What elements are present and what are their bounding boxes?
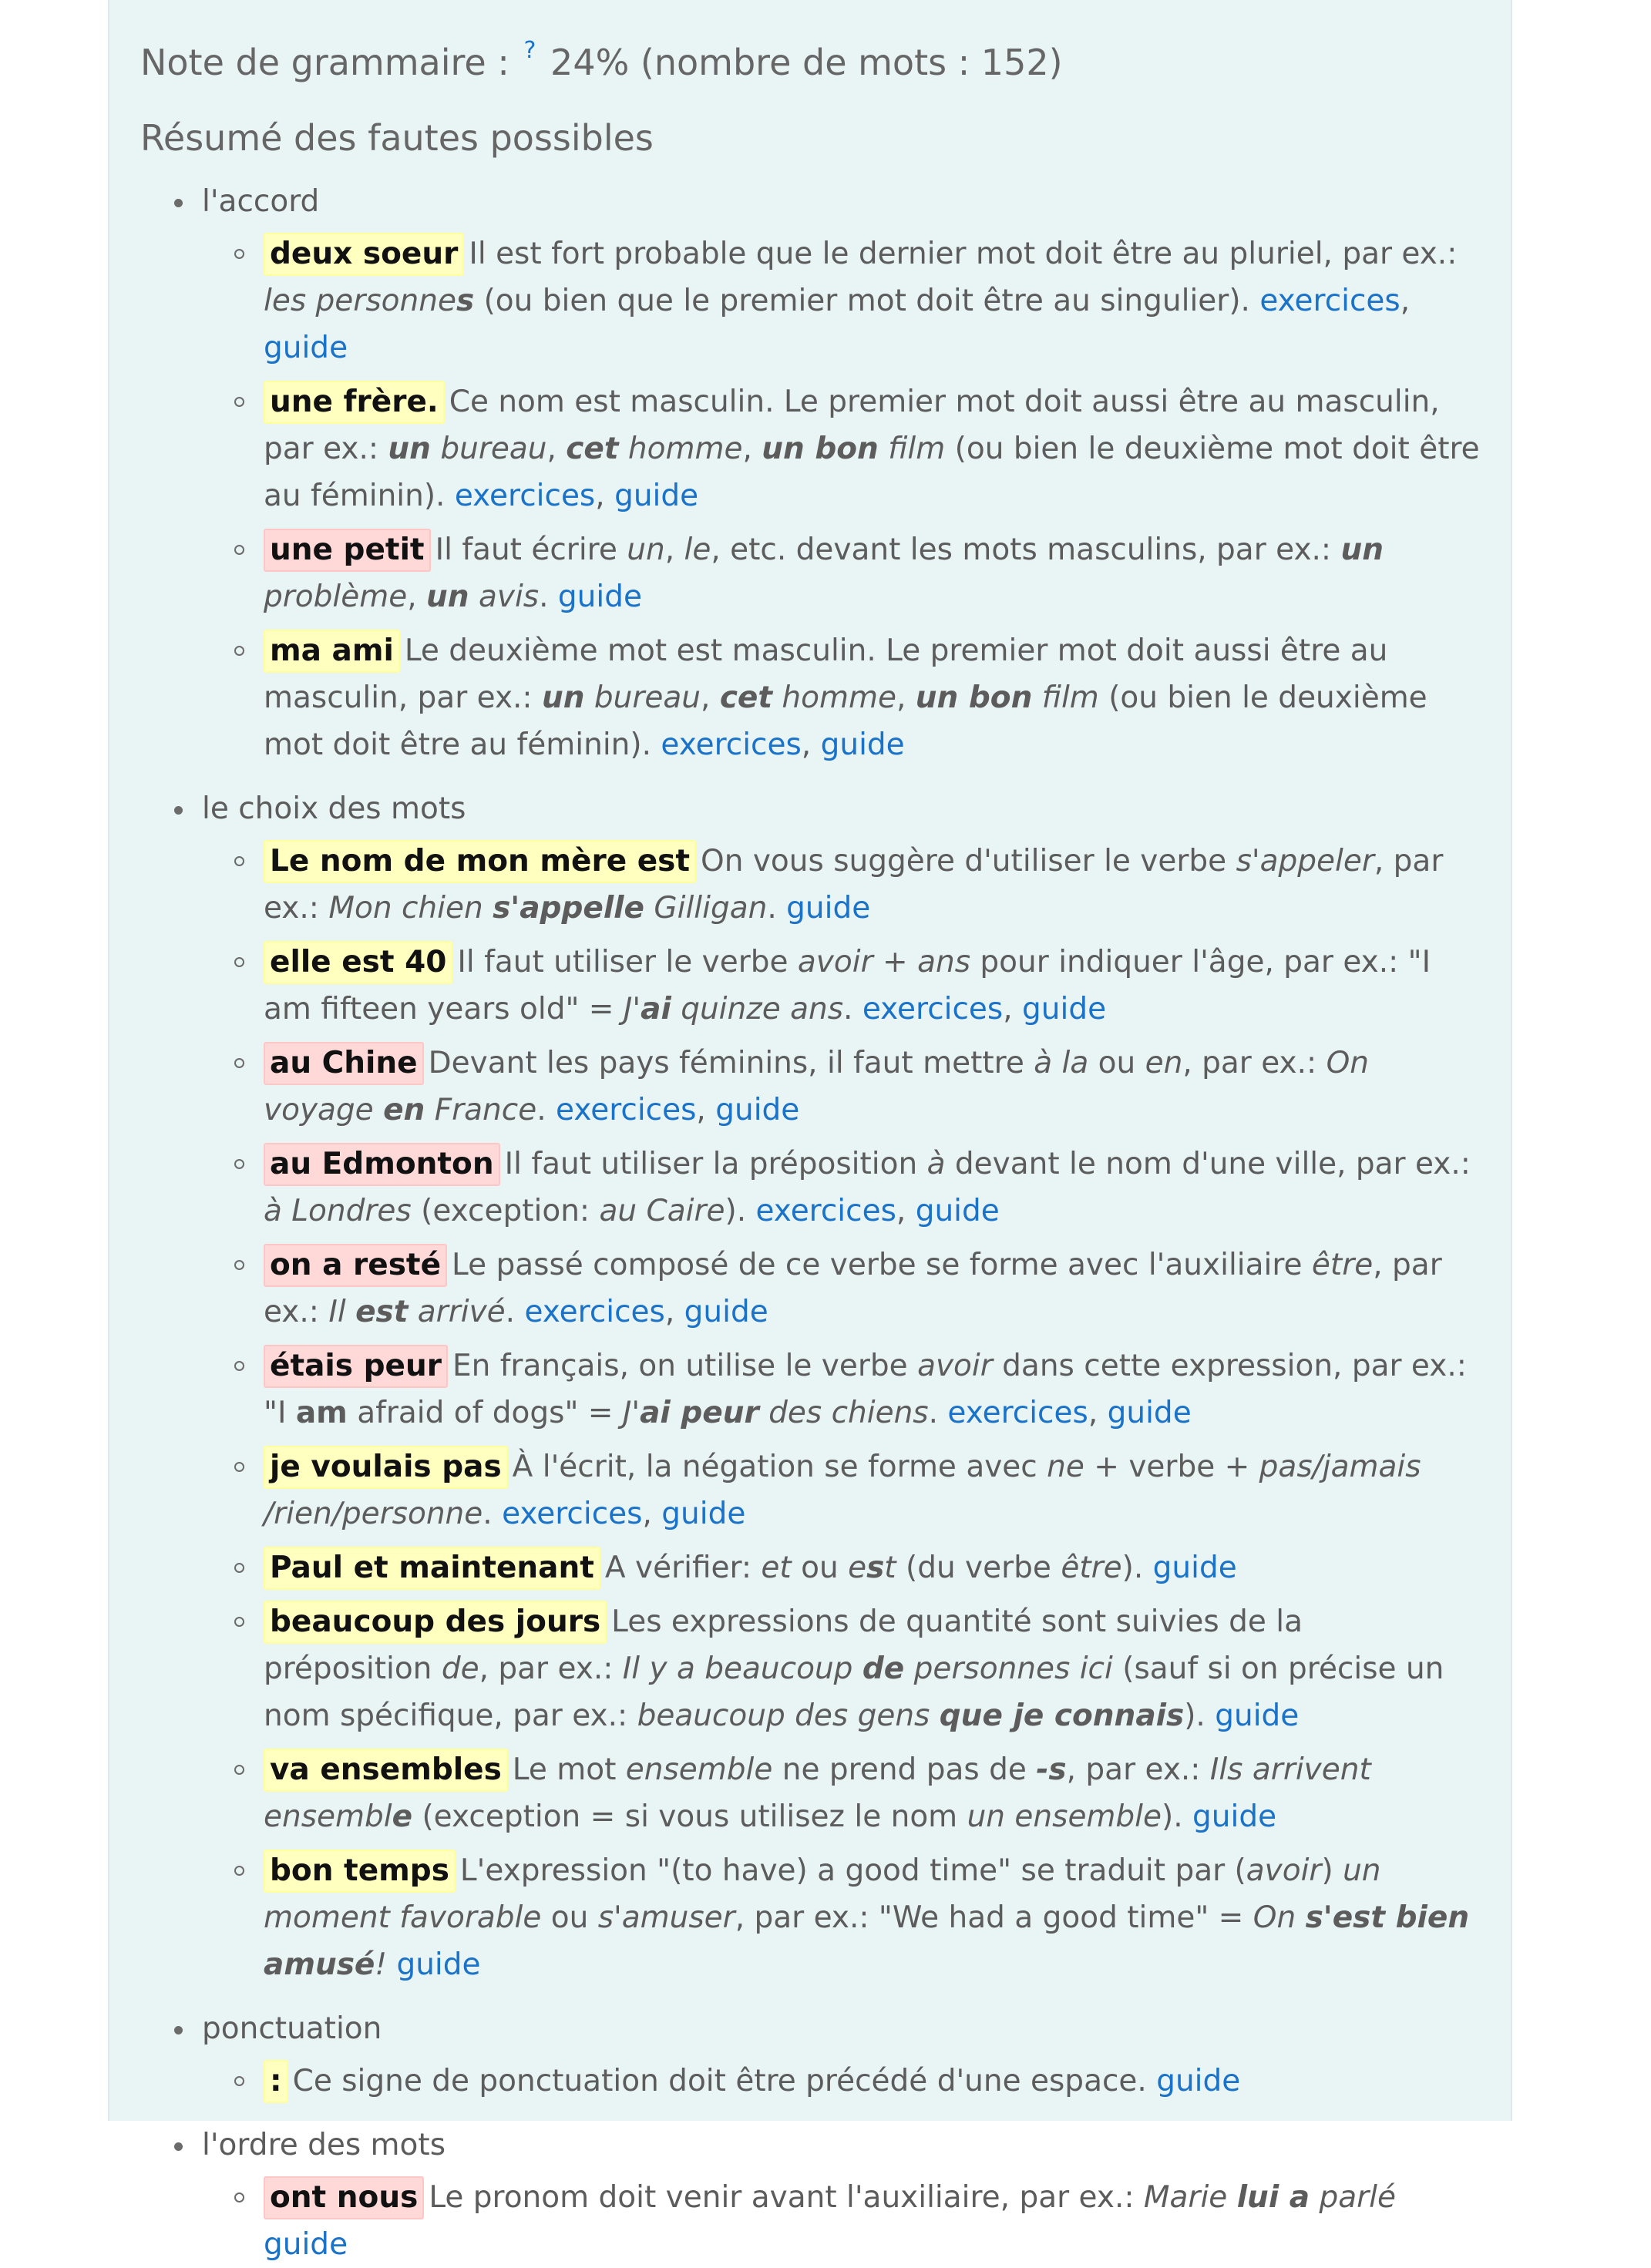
link-separator: , <box>1400 284 1411 318</box>
error-phrase[interactable]: au Chine <box>264 1042 424 1085</box>
link-separator: , <box>1003 992 1023 1026</box>
link-separator: , <box>642 1497 662 1531</box>
error-explanation: Ce nom est masculin. Le premier mot doit aussi être au masculin, par ex.: un bureau, cet homme, un bon film (ou bien le deuxième mot doit être au féminin). <box>264 385 1480 513</box>
error-explanation: Ce signe de ponctuation doit être précédé d'une espace. <box>292 2064 1157 2098</box>
score-value: 24% (nombre de mots : 152) <box>550 42 1063 83</box>
guide-link[interactable]: guide <box>1107 1396 1192 1430</box>
error-phrase[interactable]: beaucoup des jours <box>264 1601 607 1644</box>
error-category <box>140 785 1480 1988</box>
error-phrase[interactable]: ma ami <box>264 630 400 673</box>
guide-link[interactable]: guide <box>684 1295 768 1329</box>
exercises-link[interactable]: exercices <box>454 479 596 513</box>
error-item <box>202 838 1480 932</box>
exercises-link[interactable]: exercices <box>1259 284 1400 318</box>
error-list <box>202 2058 1480 2105</box>
error-phrase[interactable]: elle est 40 <box>264 941 452 984</box>
error-item <box>202 1342 1480 1436</box>
guide-link[interactable]: guide <box>614 479 699 513</box>
category-label: l'ordre des mots <box>202 2128 446 2162</box>
error-phrase[interactable]: bon temps <box>264 1850 456 1893</box>
error-item <box>202 378 1480 519</box>
error-phrase[interactable]: une petit <box>264 529 431 572</box>
help-link[interactable]: ? <box>523 37 536 64</box>
link-separator: , <box>696 1093 716 1127</box>
exercises-link[interactable]: exercices <box>755 1194 896 1228</box>
guide-link[interactable]: guide <box>715 1093 800 1127</box>
exercises-link[interactable]: exercices <box>947 1396 1088 1430</box>
error-explanation: Le mot ensemble ne prend pas de -s, par ex.: Ils arrivent ensemble (exception = si vous utilisez le nom un ensemble). <box>264 1752 1371 1834</box>
summary-title: Résumé des fautes possibles <box>140 117 654 159</box>
error-phrase[interactable]: : <box>264 2060 288 2103</box>
grammar-report-panel <box>108 0 1512 2262</box>
error-phrase[interactable]: va ensembles <box>264 1749 508 1792</box>
error-phrase[interactable]: Paul et maintenant <box>264 1547 600 1590</box>
error-explanation: Il faut écrire un, le, etc. devant les mots masculins, par ex.: un problème, un avis. <box>264 533 1384 614</box>
error-item <box>202 939 1480 1033</box>
error-explanation: Devant les pays féminins, il faut mettre à la ou en, par ex.: On voyage en France. <box>264 1046 1369 1127</box>
link-separator: , <box>595 479 615 513</box>
error-list <box>202 838 1480 1988</box>
error-list <box>202 2174 1480 2268</box>
error-item <box>202 526 1480 620</box>
error-item <box>202 230 1480 371</box>
guide-link[interactable]: guide <box>915 1194 1000 1228</box>
error-category-list <box>140 178 1480 2268</box>
error-item <box>202 1847 1480 1988</box>
error-item <box>202 1443 1480 1537</box>
error-phrase[interactable]: étais peur <box>264 1345 448 1388</box>
error-explanation: Les expressions de quantité sont suivies de la préposition de, par ex.: Il y a beaucoup de personnes ici (sauf si on précise un nom spécifique, par ex.: beaucoup des gens que je connais). <box>264 1604 1444 1733</box>
error-item <box>202 1242 1480 1336</box>
error-item <box>202 1746 1480 1840</box>
error-explanation: Il faut utiliser le verbe avoir + ans pour indiquer l'âge, par ex.: "I am fifteen years old" = J'ai quinze ans. <box>264 945 1431 1026</box>
guide-link[interactable]: guide <box>396 1947 481 1982</box>
error-explanation: Le passé composé de ce verbe se forme avec l'auxiliaire être, par ex.: Il est arrivé. <box>264 1248 1442 1329</box>
category-label: le choix des mots <box>202 791 466 826</box>
guide-link[interactable]: guide <box>661 1497 746 1531</box>
error-item <box>202 2058 1480 2105</box>
error-item <box>202 1598 1480 1739</box>
error-explanation: En français, on utilise le verbe avoir dans cette expression, par ex.: "I am afraid of dogs" = J'ai peur des chiens. <box>264 1349 1467 1430</box>
exercises-link[interactable]: exercices <box>862 992 1004 1026</box>
grammar-score-line <box>140 22 1480 92</box>
link-separator: , <box>801 727 821 762</box>
guide-link[interactable]: guide <box>786 891 871 926</box>
guide-link[interactable]: guide <box>264 2227 348 2262</box>
error-explanation: On vous suggère d'utiliser le verbe s'appeler, par ex.: Mon chien s'appelle Gilligan. <box>264 844 1444 926</box>
error-phrase[interactable]: je voulais pas <box>264 1446 508 1489</box>
error-explanation: L'expression "(to have) a good time" se traduit par (avoir) un moment favorable ou s'amuser, par ex.: "We had a good time" = On s'est bien amusé! <box>264 1853 1470 1982</box>
error-category <box>140 2122 1480 2268</box>
error-phrase[interactable]: on a resté <box>264 1244 447 1287</box>
exercises-link[interactable]: exercices <box>502 1497 643 1531</box>
guide-link[interactable]: guide <box>1022 992 1107 1026</box>
error-explanation: A vérifier: et ou est (du verbe être). <box>604 1551 1153 1585</box>
error-explanation: Il faut utiliser la préposition à devant le nom d'une ville, par ex.: à Londres (exception: au Caire). <box>264 1147 1471 1228</box>
exercises-link[interactable]: exercices <box>661 727 802 762</box>
error-phrase[interactable]: une frère. <box>264 381 445 424</box>
error-explanation: À l'écrit, la négation se forme avec ne + verbe + pas/jamais /rien/personne. <box>264 1450 1421 1531</box>
exercises-link[interactable]: exercices <box>524 1295 665 1329</box>
guide-link[interactable]: guide <box>820 727 905 762</box>
score-label: Note de grammaire : <box>140 42 509 83</box>
guide-link[interactable]: guide <box>1192 1799 1277 1834</box>
error-list <box>202 230 1480 768</box>
error-phrase[interactable]: deux soeur <box>264 233 464 276</box>
error-item <box>202 627 1480 768</box>
error-explanation: Le deuxième mot est masculin. Le premier mot doit aussi être au masculin, par ex.: un bureau, cet homme, un bon film (ou bien le deuxième mot doit être au féminin). <box>264 633 1427 762</box>
error-item <box>202 2174 1480 2268</box>
guide-link[interactable]: guide <box>1215 1698 1300 1733</box>
error-category <box>140 2005 1480 2105</box>
guide-link[interactable]: guide <box>1152 1551 1237 1585</box>
guide-link[interactable]: guide <box>557 580 642 614</box>
guide-link[interactable]: guide <box>1156 2064 1241 2098</box>
error-explanation: Il est fort probable que le dernier mot doit être au pluriel, par ex.: les personnes (ou bien que le premier mot doit être au singulier). <box>264 237 1458 318</box>
link-separator: , <box>664 1295 684 1329</box>
link-separator: , <box>1088 1396 1108 1430</box>
error-item <box>202 1141 1480 1235</box>
link-separator: , <box>896 1194 916 1228</box>
error-phrase[interactable]: Le nom de mon mère est <box>264 840 696 883</box>
error-item <box>202 1040 1480 1134</box>
guide-link[interactable]: guide <box>264 331 348 365</box>
exercises-link[interactable]: exercices <box>556 1093 697 1127</box>
error-item <box>202 1544 1480 1591</box>
error-phrase[interactable]: au Edmonton <box>264 1143 500 1186</box>
error-category <box>140 178 1480 768</box>
category-label: ponctuation <box>202 2011 382 2046</box>
category-label: l'accord <box>202 184 320 219</box>
error-explanation: Le pronom doit venir avant l'auxiliaire, par ex.: Marie lui a parlé <box>429 2180 1397 2215</box>
error-phrase[interactable]: ont nous <box>264 2176 424 2219</box>
